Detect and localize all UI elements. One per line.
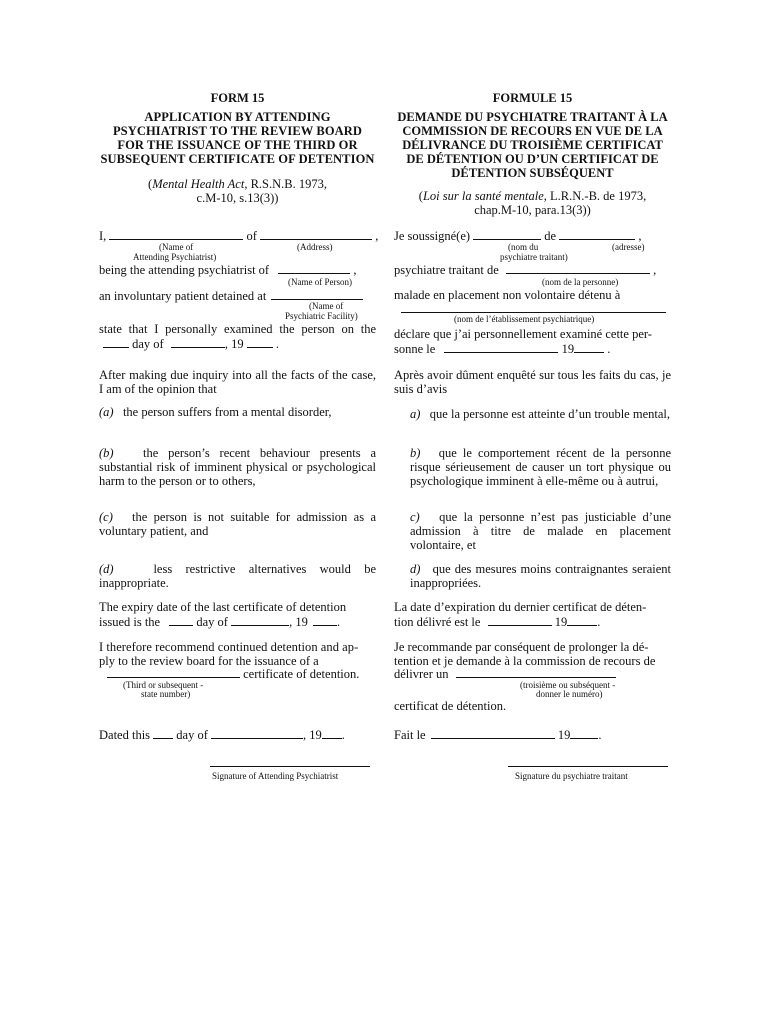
dated-line: Dated this day of , 19 . bbox=[99, 728, 345, 742]
form-number: FORMULE 15 bbox=[492, 91, 573, 105]
caption-third: (troisième ou subséquent - bbox=[520, 680, 616, 690]
recommend-line-2: tention et je demande à la commission de recours de bbox=[394, 654, 656, 668]
expiry-statement: La date d’expiration du dernier certificat de déten- bbox=[394, 600, 647, 614]
dated-year-field[interactable] bbox=[322, 727, 342, 739]
exam-date-field[interactable] bbox=[444, 341, 558, 353]
dated-day-field[interactable] bbox=[153, 727, 173, 739]
caption-person: (Name of Person) bbox=[288, 277, 352, 287]
exam-month-field[interactable] bbox=[171, 336, 225, 348]
criterion-b: b) que le comportement récent de la personne risque sérieusement de causer un tort physique ou psychologique imminent à elle-même ou à autrui, bbox=[410, 446, 671, 488]
caption-third: (Third or subsequent - bbox=[123, 680, 204, 690]
recommend-line-3: certificate of detention. bbox=[107, 666, 359, 681]
exam-year-field[interactable] bbox=[247, 336, 273, 348]
attending-line: being the attending psychiatrist of , bbox=[99, 263, 357, 277]
address-field[interactable] bbox=[260, 228, 372, 240]
expiry-year-field[interactable] bbox=[567, 614, 597, 626]
recommend-line-2: ply to the review board for the issuance of a bbox=[99, 654, 319, 668]
address-field[interactable] bbox=[559, 228, 635, 240]
exam-day-field[interactable] bbox=[103, 336, 129, 348]
caption-facility: (nom de l’établissement psychiatrique) bbox=[454, 314, 595, 324]
facility-field[interactable] bbox=[401, 312, 666, 313]
expiry-date-line: issued is the day of , 19 . bbox=[99, 615, 341, 629]
caption-name-2: psychiatre traitant) bbox=[500, 252, 568, 262]
examined-date-line: sonne le 19 . bbox=[394, 342, 611, 356]
signature-caption: Signature du psychiatre traitant bbox=[515, 771, 628, 781]
declarant-line: Je soussigné(e) de , bbox=[394, 229, 642, 243]
exam-year-field[interactable] bbox=[574, 341, 604, 353]
dated-month-field[interactable] bbox=[211, 727, 303, 739]
criterion-b: (b) the person’s recent behaviour presents a substantial risk of imminent physical or psychological harm to the person or to others, bbox=[99, 446, 376, 488]
psychiatrist-name-field[interactable] bbox=[473, 228, 541, 240]
act-citation: (Loi sur la santé mentale, L.R.N.-B. de 1973, bbox=[418, 189, 647, 203]
criterion-d: (d) less restrictive alternatives would be inappropriate. bbox=[99, 562, 376, 590]
criterion-a: a) que la personne est atteinte d’un trouble mental, bbox=[410, 407, 670, 421]
dated-line: Fait le 19 . bbox=[394, 728, 602, 742]
caption-third-2: donner le numéro) bbox=[536, 689, 603, 699]
criterion-d: d) que des mesures moins contraignantes seraient inappropriées. bbox=[410, 562, 671, 590]
form-number: FORM 15 bbox=[210, 91, 265, 105]
act-citation-2: c.M-10, s.13(3)) bbox=[196, 191, 279, 205]
act-citation: (Mental Health Act, R.S.N.B. 1973, bbox=[148, 177, 327, 191]
person-name-field[interactable] bbox=[278, 262, 350, 274]
caption-person: (nom de la personne) bbox=[542, 277, 619, 287]
examined-statement: state that I personally examined the person on the bbox=[99, 322, 376, 336]
expiry-date-field[interactable] bbox=[488, 614, 552, 626]
attending-line: psychiatre traitant de , bbox=[394, 263, 657, 277]
examined-statement: déclare que j’ai personnellement examiné cette per- bbox=[394, 327, 652, 341]
person-name-field[interactable] bbox=[506, 262, 650, 274]
expiry-day-field[interactable] bbox=[169, 614, 193, 626]
recommend-line-4: certificat de détention. bbox=[394, 699, 507, 713]
recommend-line-1: I therefore recommend continued detention and ap- bbox=[99, 640, 359, 654]
caption-name: (nom du bbox=[508, 242, 539, 252]
dated-date-field[interactable] bbox=[431, 727, 555, 739]
act-citation-2: chap.M-10, para.13(3)) bbox=[474, 203, 591, 217]
opinion-intro: Après avoir dûment enquêté sur tous les faits du cas, je suis d’avis bbox=[394, 368, 671, 396]
criterion-c: (c) the person is not suitable for admission as a voluntary patient, and bbox=[99, 510, 376, 538]
recommend-line-1: Je recommande par conséquent de prolonger la dé- bbox=[394, 640, 649, 654]
caption-name-2: Attending Psychiatrist) bbox=[133, 252, 217, 262]
psychiatrist-name-field[interactable] bbox=[109, 228, 243, 240]
caption-address: (Address) bbox=[297, 242, 333, 252]
detained-line: an involuntary patient detained at bbox=[99, 288, 363, 303]
declarant-line: I, of , bbox=[99, 229, 379, 243]
expiry-year-field[interactable] bbox=[313, 614, 337, 626]
examined-date-line: day of , 19 . bbox=[103, 336, 279, 351]
form-title: DEMANDE DU PSYCHIATRE TRAITANT À LA COMMISSION DE RECOURS EN VUE DE LA DÉLIVRANCE DU TROISIÈME CERTIFICAT DE DÉTENTION OU D’UN CERTIFICAT DE DÉTENTION SUBSÉQUENT bbox=[397, 110, 668, 180]
caption-facility-2: Psychiatric Facility) bbox=[285, 311, 358, 321]
signature-line[interactable] bbox=[210, 766, 370, 767]
expiry-month-field[interactable] bbox=[231, 614, 289, 626]
detained-line: malade en placement non volontaire détenu à bbox=[394, 288, 621, 302]
opinion-intro: After making due inquiry into all the facts of the case, I am of the opinion that bbox=[99, 368, 376, 396]
form-title: APPLICATION BY ATTENDING PSYCHIATRIST TO THE REVIEW BOARD FOR THE ISSUANCE OF THE THIRD OR SUBSEQUENT CERTIFICATE OF DETENTION bbox=[100, 110, 375, 166]
signature-caption: Signature of Attending Psychiatrist bbox=[212, 771, 339, 781]
caption-third-2: state number) bbox=[141, 689, 191, 699]
certificate-number-field[interactable] bbox=[456, 666, 616, 678]
caption-facility: (Name of bbox=[309, 301, 344, 311]
facility-field[interactable] bbox=[271, 288, 363, 300]
caption-address: (adresse) bbox=[612, 242, 645, 252]
criterion-a: (a) the person suffers from a mental disorder, bbox=[99, 405, 332, 419]
caption-name: (Name of bbox=[159, 242, 194, 252]
dated-year-field[interactable] bbox=[570, 727, 598, 739]
criterion-c: c) que la personne n’est pas justiciable d’une admission à titre de malade en placement volontaire, et bbox=[410, 510, 671, 552]
expiry-date-line: tion délivré est le 19 . bbox=[394, 615, 601, 629]
recommend-line-3: délivrer un bbox=[394, 666, 616, 681]
expiry-statement: The expiry date of the last certificate of detention bbox=[99, 600, 347, 614]
signature-line[interactable] bbox=[508, 766, 668, 767]
certificate-number-field[interactable] bbox=[107, 666, 240, 678]
